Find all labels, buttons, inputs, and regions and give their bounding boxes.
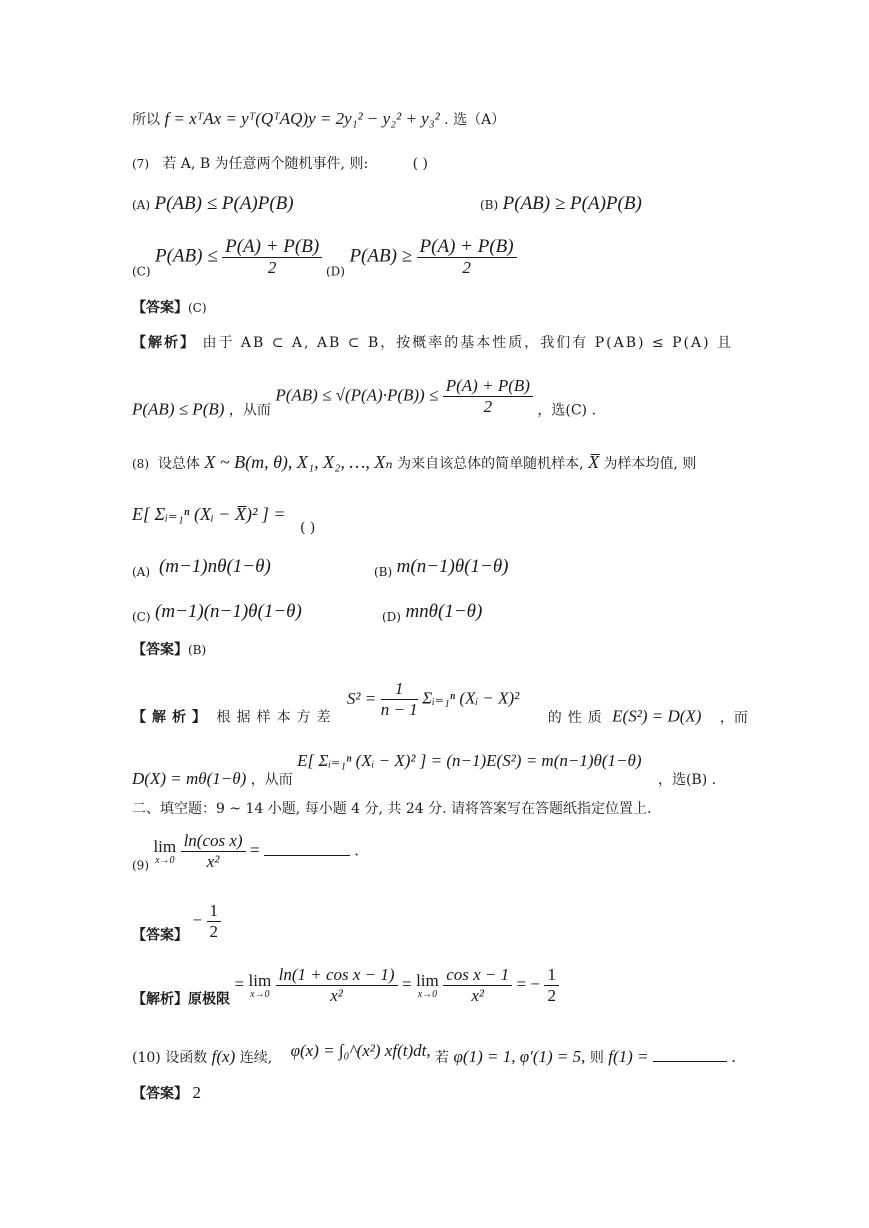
q8-option-b — [374, 558, 508, 581]
fraction-numerator: 1 — [381, 680, 418, 700]
q10-answer — [132, 1084, 201, 1103]
condition-formula: φ(1) = 1, φ′(1) = 5, — [453, 1047, 586, 1066]
question-text: 连续, — [239, 1050, 273, 1066]
limit-fraction — [181, 832, 246, 871]
option-label: (B) — [374, 565, 393, 579]
q10-stem — [132, 1042, 736, 1067]
fraction-denominator: 2 — [267, 258, 277, 277]
analysis-text: 根据样本方差 — [216, 709, 337, 726]
limit-text: lim — [153, 836, 177, 856]
limit-text: lim — [416, 970, 439, 990]
answer-value: (C) — [188, 301, 207, 315]
question-text: 则 — [589, 1050, 604, 1066]
option-label: (B) — [480, 198, 499, 212]
question-number: (8) — [132, 457, 149, 471]
fraction-denominator: 2 — [547, 986, 556, 1005]
analysis-fraction — [544, 966, 559, 1005]
option-label: (D) — [326, 264, 345, 279]
limit-operator — [416, 972, 439, 1000]
analysis-formula: E(S²) = D(X) — [612, 706, 702, 726]
answer-label: 【答案】 — [132, 927, 188, 944]
equals-sign: = — [234, 974, 245, 994]
q9-analysis — [132, 966, 559, 1009]
q7-analysis-line1 — [132, 334, 733, 352]
section-heading-text: 二、填空题：9 ~ 14 小题, 每小题 4 分, 共 24 分. 请将答案写在答题纸指定位置上. — [132, 801, 652, 817]
fraction-denominator: 2 — [462, 258, 471, 277]
fraction-numerator: P(A) + P(B) — [222, 238, 322, 258]
period: . — [731, 1047, 736, 1066]
option-fraction — [417, 238, 517, 277]
question-number: (9) — [132, 858, 149, 873]
analysis-text: ，从而 — [250, 772, 293, 788]
equals-sign: = — [250, 840, 260, 860]
sample-variance-lhs: S² = — [346, 688, 377, 708]
limit-subscript: x→0 — [250, 988, 270, 1000]
answer-label: 【答案】 — [132, 1086, 188, 1102]
q7-option-d — [326, 238, 517, 281]
section-2-heading — [132, 800, 651, 818]
question-text: 若 A, B 为任意两个随机事件, 则: — [162, 156, 369, 172]
analysis-fraction — [443, 377, 533, 416]
answer-blank[interactable] — [653, 1061, 727, 1062]
answer-value: (B) — [188, 643, 207, 657]
question-number: (7) — [132, 157, 149, 171]
q7-stem — [132, 155, 428, 173]
quadratic-form-formula: f = xᵀAx = yᵀ(QᵀAQ)y = 2y₁² − y₂² + y₃² — [164, 109, 440, 128]
fraction-numerator: cos x − 1 — [443, 966, 512, 986]
option-formula: mnθ(1−θ) — [405, 601, 483, 622]
question-text: 为样本均值, 则 — [603, 456, 697, 472]
analysis-fraction — [276, 966, 398, 1005]
fraction-numerator: 1 — [544, 966, 559, 986]
function-symbol: f(x) — [211, 1047, 236, 1066]
q7-answer — [132, 299, 207, 317]
analysis-text: ，选(B) . — [657, 772, 717, 788]
target-formula: f(1) = — [608, 1047, 649, 1066]
analysis-text: ，而 — [719, 709, 748, 726]
q9-stem — [132, 832, 359, 875]
q8-expectation — [132, 505, 315, 537]
fraction-denominator: x² — [206, 852, 220, 871]
analysis-label: 【解析】 — [132, 709, 212, 726]
limit-subscript: x→0 — [155, 854, 175, 866]
option-formula: (m−1)(n−1)θ(1−θ) — [155, 601, 302, 622]
fraction-denominator: x² — [471, 986, 484, 1005]
limit-operator — [249, 972, 272, 1000]
q8-stem — [132, 453, 696, 473]
option-formula: P(AB) ≥ P(A)P(B) — [502, 193, 642, 214]
q8-option-c — [132, 603, 302, 626]
fraction-numerator: 1 — [207, 902, 222, 922]
option-label: (C) — [132, 264, 151, 279]
q8-answer — [132, 641, 206, 659]
fraction-numerator: P(A) + P(B) — [417, 238, 517, 258]
analysis-formula: E[ Σᵢ₌₁ⁿ (Xᵢ − X)² ] = (n−1)E(S²) = m(n−1)θ(1−θ) — [297, 751, 642, 770]
equals-sign: = − — [516, 974, 541, 994]
q8-option-d — [382, 603, 482, 626]
analysis-formula: D(X) = mθ(1−θ) — [132, 769, 247, 788]
limit-text: lim — [248, 970, 272, 990]
answer-paren: ( ) — [412, 156, 429, 172]
option-label: (C) — [132, 610, 151, 624]
fraction-denominator: x² — [330, 986, 343, 1005]
question-text: 为来自该总体的简单随机样本, — [397, 456, 584, 472]
fraction-numerator: P(A) + P(B) — [443, 377, 533, 397]
answer-value: 2 — [192, 1083, 201, 1102]
analysis-formula: P(AB) ≤ P(B) — [132, 399, 225, 419]
option-fraction — [222, 238, 322, 277]
fraction-denominator: 2 — [209, 922, 218, 941]
sample-variance-fraction — [381, 680, 418, 719]
analysis-label: 【解析】 — [132, 335, 196, 351]
answer-label: 【答案】 — [132, 642, 188, 658]
question-text: 设函数 — [165, 1050, 208, 1066]
sample-variance-sum: Σᵢ₌₁ⁿ (Xᵢ − X)² — [422, 688, 520, 708]
expectation-formula: E[ Σᵢ₌₁ⁿ (Xᵢ − X̅)² ] = — [132, 504, 286, 524]
choice-text: . 选（A） — [444, 112, 506, 128]
text-prefix: 所以 — [132, 112, 160, 128]
analysis-formula: P(AB) ≤ √(P(A)·P(B)) ≤ — [275, 385, 439, 405]
analysis-text: 由于 AB ⊂ A, AB ⊂ B，按概率的基本性质，我们有 P(AB) ≤ P(A) 且 — [202, 335, 733, 351]
option-formula: P(AB) ≤ P(A)P(B) — [154, 193, 294, 214]
population-formula: X ~ B(m, θ), X₁, X₂, …, Xₙ — [204, 452, 393, 472]
option-formula: m(n−1)θ(1−θ) — [396, 556, 509, 577]
option-lhs: P(AB) ≤ — [155, 245, 218, 267]
option-label: (A) — [132, 565, 151, 579]
option-formula: (m−1)nθ(1−θ) — [158, 556, 271, 577]
option-lhs: P(AB) ≥ — [349, 245, 413, 267]
answer-fraction — [207, 902, 222, 941]
q7-option-a — [132, 195, 294, 214]
q8-analysis-line2 — [132, 752, 716, 789]
question-text: 设总体 — [157, 456, 200, 472]
q8-analysis-line1 — [132, 680, 748, 727]
intro-line — [132, 110, 505, 129]
q7-analysis-line2 — [132, 377, 596, 420]
q9-answer — [132, 902, 221, 945]
q8-option-a — [132, 558, 271, 581]
integral-definition: φ(x) = ∫₀^(x²) xf(t)dt, — [290, 1041, 431, 1060]
q7-option-c — [132, 238, 322, 281]
answer-blank[interactable] — [264, 855, 350, 856]
answer-label: 【答案】 — [132, 300, 188, 316]
analysis-fraction — [443, 966, 512, 1005]
equals-sign: = — [402, 974, 412, 994]
answer-sign: − — [192, 910, 203, 930]
q7-option-b — [480, 195, 642, 214]
limit-operator — [153, 838, 176, 866]
option-label: (D) — [382, 610, 401, 624]
limit-subscript: x→0 — [417, 988, 438, 1000]
question-text: 若 — [435, 1050, 450, 1066]
analysis-text: 的性质 — [547, 709, 608, 726]
period: . — [354, 840, 359, 860]
question-number: (10) — [132, 1050, 161, 1066]
fraction-numerator: ln(cos x) — [181, 832, 246, 852]
analysis-text: ，从而 — [228, 402, 271, 419]
fraction-numerator: ln(1 + cos x − 1) — [276, 966, 398, 986]
answer-paren: ( ) — [299, 520, 316, 536]
fraction-denominator: n − 1 — [380, 700, 418, 719]
option-label: (A) — [132, 198, 151, 212]
analysis-label: 【解析】原极限 — [132, 991, 230, 1008]
sample-mean-symbol: X̅ — [588, 452, 600, 472]
fraction-denominator: 2 — [483, 397, 493, 416]
analysis-text: ，选(C) . — [537, 402, 596, 419]
